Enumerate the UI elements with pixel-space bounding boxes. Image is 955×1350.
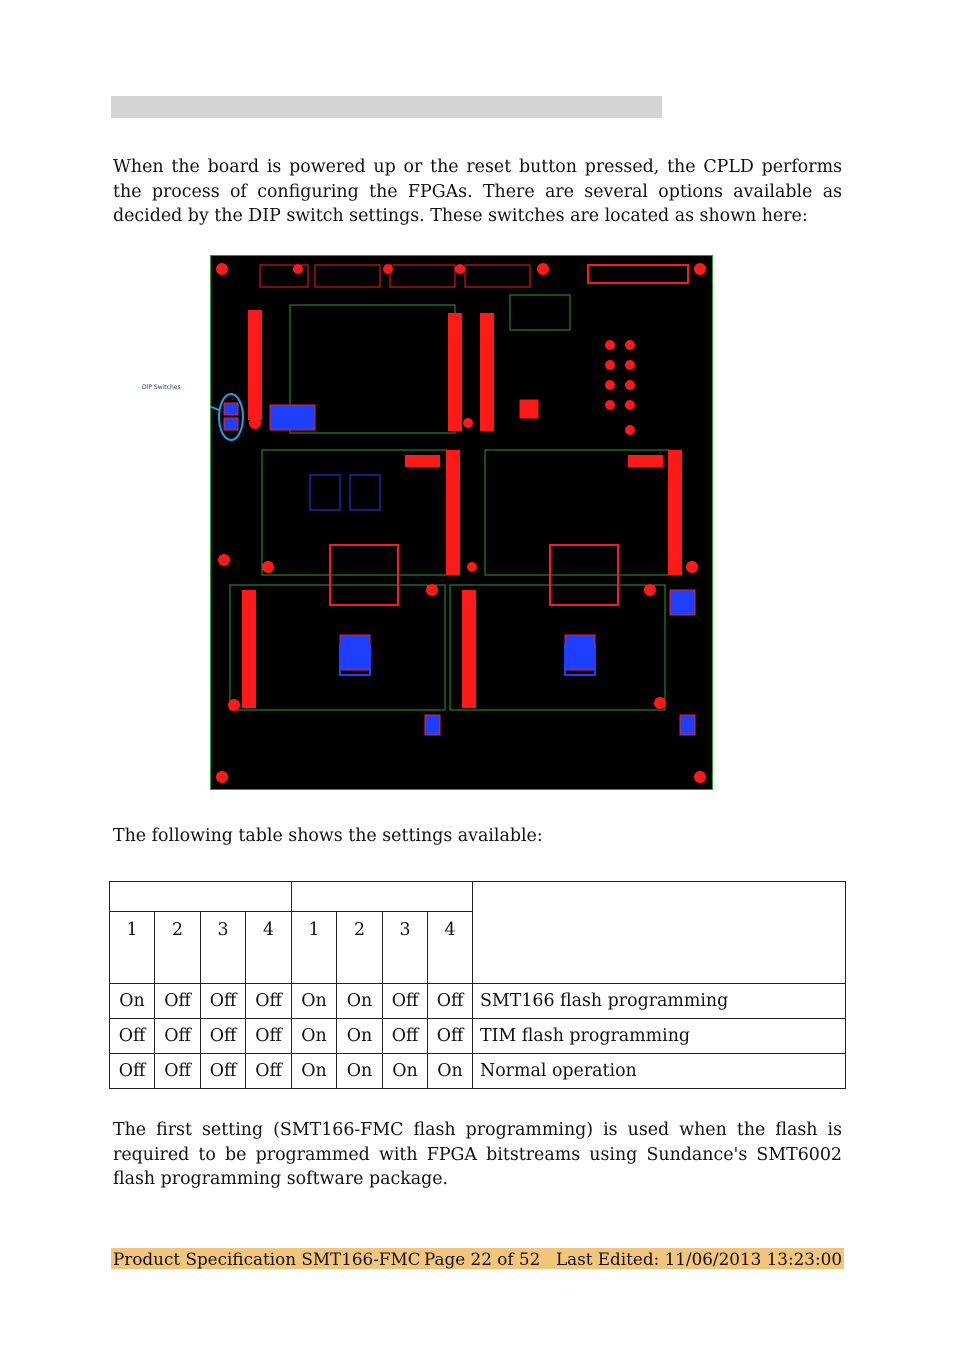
switch-state: On (337, 984, 383, 1019)
switch-state: On (337, 1054, 383, 1089)
description-header (473, 882, 846, 984)
dip-switch-callout-label: DIP Switches (142, 384, 181, 391)
switch-state: On (383, 1054, 428, 1089)
dip-settings-table (109, 881, 846, 1089)
table-row (110, 1054, 846, 1089)
switch-group-a-header (110, 882, 292, 912)
switch-number: 4 (246, 912, 292, 984)
table-row (110, 1019, 846, 1054)
switch-state: On (292, 1054, 337, 1089)
switch-state: Off (201, 1019, 246, 1054)
switch-state: Off (155, 1054, 201, 1089)
switch-state: Off (246, 984, 292, 1019)
closing-paragraph: The first setting (SMT166-FMC flash programming) is used when the flash is required to be programmed with FPGA bitstreams using Sundance's SMT6002 flash programming software package. (113, 1120, 842, 1189)
switch-state: Off (110, 1019, 155, 1054)
switch-state: Off (155, 1019, 201, 1054)
switch-state: Off (110, 1054, 155, 1089)
switch-state: Off (246, 1054, 292, 1089)
section-heading-bar (111, 96, 662, 118)
switch-number: 1 (110, 912, 155, 984)
switch-number: 2 (337, 912, 383, 984)
switch-state: Off (246, 1019, 292, 1054)
switch-state: On (337, 1019, 383, 1054)
switch-state: Off (201, 984, 246, 1019)
table-header-group-row (110, 882, 846, 912)
setting-description: SMT166 flash programming (473, 984, 846, 1019)
switch-group-b-header (292, 882, 473, 912)
switch-state: On (292, 984, 337, 1019)
footer-page-number: Page 22 of 52 (424, 1249, 541, 1269)
setting-description: Normal operation (473, 1054, 846, 1089)
footer-last-edited: Last Edited: 11/06/2013 13:23:00 (555, 1249, 842, 1269)
switch-state: Off (428, 1019, 473, 1054)
switch-state: On (292, 1019, 337, 1054)
switch-number: 3 (201, 912, 246, 984)
switch-state: Off (383, 984, 428, 1019)
setting-description: TIM flash programming (473, 1019, 846, 1054)
switch-number: 4 (428, 912, 473, 984)
switch-state: Off (428, 984, 473, 1019)
table-row (110, 984, 846, 1019)
switch-state: On (110, 984, 155, 1019)
table-intro-paragraph: The following table shows the settings available: (113, 826, 543, 846)
switch-state: Off (383, 1019, 428, 1054)
intro-paragraph: When the board is powered up or the reset button pressed, the CPLD performs the process of configuring the FPGAs. There are several options available as decided by the DIP switch settings. These switches are located as shown here: (113, 157, 842, 226)
switch-number: 3 (383, 912, 428, 984)
switch-number: 2 (155, 912, 201, 984)
switch-state: On (428, 1054, 473, 1089)
footer-document-title: Product Specification SMT166-FMC (113, 1249, 421, 1269)
switch-state: Off (201, 1054, 246, 1089)
switch-state: Off (155, 984, 201, 1019)
page-footer (111, 1248, 844, 1269)
board-layout-figure (210, 255, 713, 790)
switch-number: 1 (292, 912, 337, 984)
